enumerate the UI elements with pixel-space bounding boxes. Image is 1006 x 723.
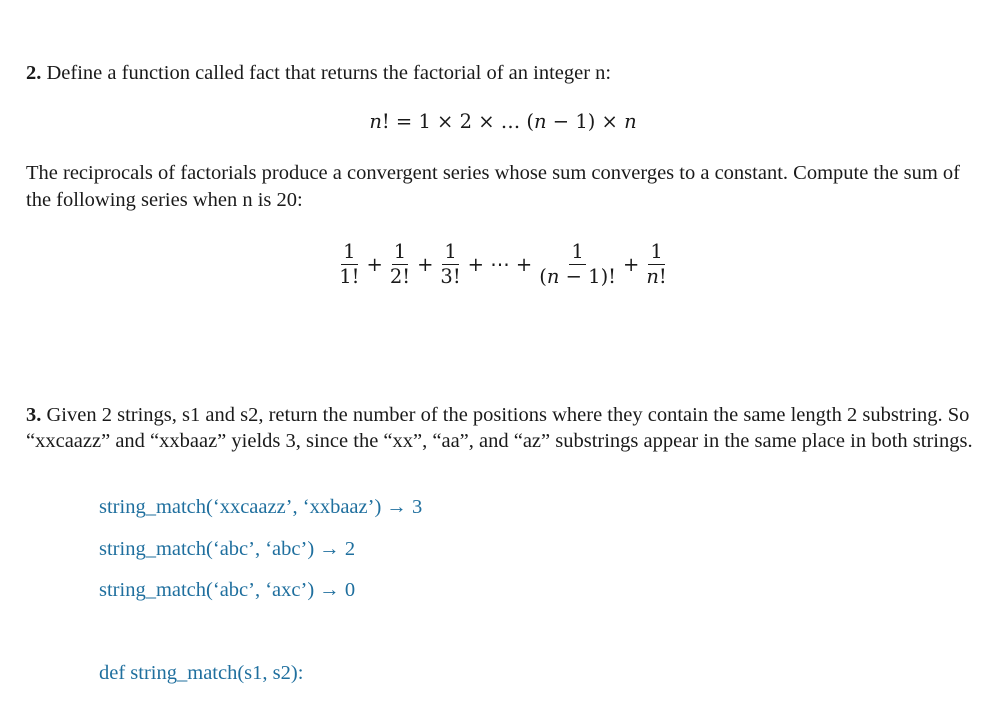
series-term-1 [337,240,361,289]
term-2-denominator: 2! [389,265,411,288]
term-2-numerator: 1 [393,240,407,263]
example-3: string_match(‘abc’, ‘axc’) → 0 [99,579,356,601]
formula-part-1: ! = 1 × 2 × … ( [381,110,535,133]
series-description: The reciprocals of factorials produce a convergent series whose sum converges to a constant. Compute the sum of the following series when n is 20: [26,162,960,211]
problem-3-text [26,402,976,454]
series-term-n-minus-1 [537,240,618,289]
formula-n: n [369,110,382,133]
term-n-var: n [646,265,659,288]
term-n1-paren: ( [539,265,547,288]
def-line: def string_match(s1, s2): [99,662,304,684]
plus-sign-1: + [366,253,383,276]
problem-3-number: 3. [26,404,42,426]
problem-2-intro [26,60,976,87]
problem-2-intro-text: Define a function called fact that returns the factorial of an integer n: [41,62,612,84]
series-term-3 [438,240,462,289]
formula-n-var: n [534,110,547,133]
example-2: string_match(‘abc’, ‘abc’) → 2 [99,538,356,560]
factorial-formula [0,110,1006,133]
series-term-n [644,240,668,289]
ellipsis-plus: + ⋯ + [467,253,533,276]
term-n1-numerator: 1 [571,240,584,263]
plus-sign-3: + [623,253,640,276]
term-n-denominator [644,265,668,289]
problem-2-number: 2. [26,62,42,84]
term-3-denominator: 3! [440,265,461,288]
term-1-denominator: 1! [339,265,360,288]
formula-part-2: − 1) × [546,110,625,133]
term-3-numerator: 1 [444,240,457,263]
plus-sign-2: + [417,253,434,276]
formula-last-n: n [624,110,637,133]
term-n1-rest: − 1)! [559,265,617,288]
problem-3-body: Given 2 strings, s1 and s2, return the number of the positions where they contain the same length 2 substring. So “xxcaazz” and “xxbaaz” yields 3, since the “xx”, “aa”, and “az” substrings appear in the same place in both strings. [26,404,973,452]
term-n1-var: n [546,265,560,288]
example-1: string_match(‘xxcaazz’, ‘xxbaaz’) → 3 [99,496,423,518]
series-term-2 [388,240,412,289]
term-n-bang: ! [658,265,667,288]
term-1-numerator: 1 [343,240,356,263]
term-n1-denominator [537,265,618,289]
term-n-numerator: 1 [650,240,663,263]
series-formula [0,240,1006,289]
